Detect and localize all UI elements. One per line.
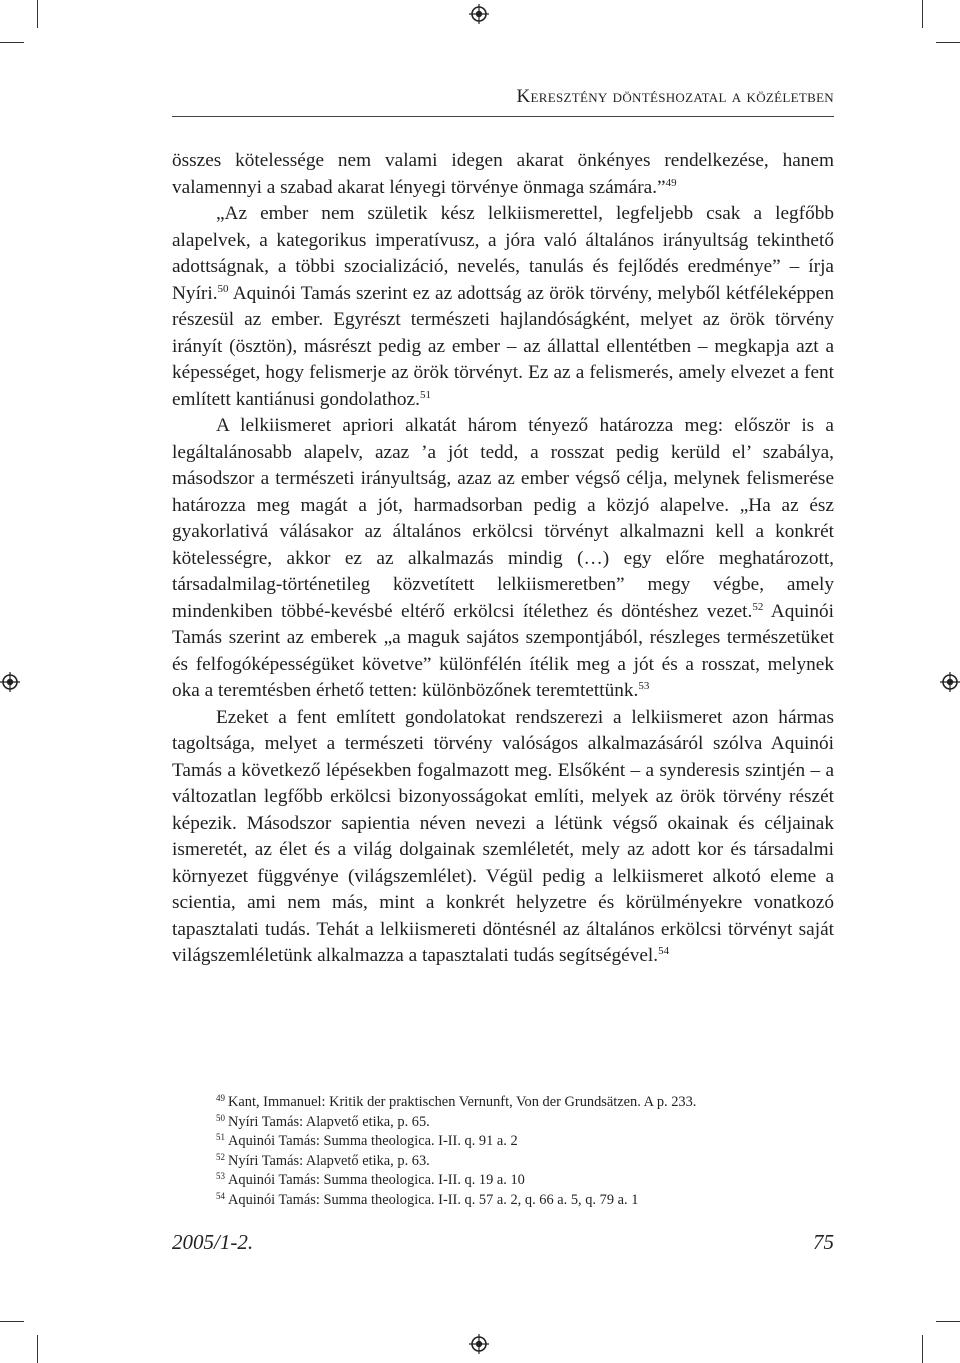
footnote: [216, 1152, 836, 1172]
header-rule: [172, 116, 834, 117]
footnote-reference: 52: [752, 600, 764, 613]
paragraph-text: összes kötelessége nem valami idegen akarat önkényes rendelkezése, hanem valamennyi a szabad akarat lényegi törvénye önmaga számára.”: [172, 150, 834, 198]
footnote-number: 53: [216, 1171, 225, 1181]
crop-mark-top-left-vertical: [37, 0, 38, 28]
issue-number: 2005/1-2.: [172, 1230, 254, 1254]
footnote: [216, 1191, 836, 1211]
paragraph: [172, 413, 834, 705]
crop-mark-bottom-right-vertical: [922, 1335, 923, 1363]
footnote-text: Kant, Immanuel: Kritik der praktischen Vernunft, Von der Grundsätzen. A p. 233.: [228, 1094, 697, 1110]
registration-crosshair-icon: [469, 4, 489, 24]
registration-crosshair-icon: [0, 672, 20, 692]
footnote-reference: 51: [419, 388, 431, 401]
paragraph-text: A lelkiismeret apriori alkatát három tényező határozza meg: először is a legáltalánosabb alapelv, azaz ’a jót tedd, a rosszat pedig kerüld el’ szabálya, másodszor a természeti irányultság, azaz az ember végső célja, melynek felismerése határozza meg magát a jót, harmadsorban pedig a közjó alapelve. „Ha az ész gyakorlativá válásakor az általános erkölcsi törvényt alkalmazni kell a konkrét kötelességre, akkor ez az alkalmazás mindig (…) egy előre meghatározott, társadalmilag-történetileg közvetített lelkiismeretben” megy végbe, amely mindenkiben többé-kevésbé eltérő erkölcsi ítélethez és döntéshez vezet.: [172, 415, 834, 622]
footnote: [216, 1093, 836, 1113]
footnote-reference: 54: [658, 945, 670, 957]
crop-mark-bottom-right-horizontal: [936, 1321, 960, 1322]
page-number: 75: [813, 1230, 834, 1254]
footnote-text: Aquinói Tamás: Summa theologica. I-II. q. 91 a. 2: [228, 1133, 518, 1149]
paragraph: [172, 705, 834, 970]
footnote-number: 52: [216, 1151, 225, 1162]
paragraph-text: Aquinói Tamás szerint az emberek „a maguk sajátos szempontjából, részleges természetüket és felfogóképességüket követve” különfélén ítélik meg a jót és a rosszat, melynek oka a teremtésben érhető tetten: különbözőnek teremtettünk.: [172, 600, 834, 701]
footnote-text: Nyíri Tamás: Alapvető etika, p. 63.: [228, 1152, 430, 1169]
footnote-number: 51: [216, 1132, 225, 1142]
footnote-number: 50: [216, 1112, 225, 1123]
registration-crosshair-icon: [469, 1334, 489, 1354]
crop-mark-bottom-left-vertical: [37, 1335, 38, 1363]
paragraph-text: Aquinói Tamás szerint ez az adottság az örök törvény, melyből kétféleképpen részesül az ember. Egyrészt természeti hajlandóságként, melyet az örök törvény irányít (ösztön), másrészt pedig az ember – az állattal ellentétben – megkapja azt a képességet, hogy felismerje az örök törvényt. Ez az a felismerés, amely elvezet a fent említett kantiánusi gondolathoz.: [172, 282, 834, 410]
running-head: Keresztény döntéshozatal a közéletben: [516, 86, 834, 107]
footnotes: [216, 1093, 836, 1210]
body-text: [172, 148, 834, 970]
footnote-number: 54: [216, 1190, 225, 1201]
footnote-text: Nyíri Tamás: Alapvető etika, p. 65.: [228, 1113, 430, 1130]
footnote: [216, 1132, 836, 1152]
footnote-text: Aquinói Tamás: Summa theologica. I-II. q. 19 a. 10: [228, 1172, 525, 1188]
footnote-reference: 49: [665, 176, 677, 189]
footnote-number: 49: [216, 1093, 225, 1103]
crop-mark-top-right-vertical: [922, 0, 923, 28]
crop-mark-top-left-horizontal: [0, 42, 24, 43]
footnote-reference: 50: [217, 282, 229, 295]
paragraph-text: Ezeket a fent említett gondolatokat rendszerezi a lelkiismeret azon hármas tagoltsága, melyet a természeti törvény valóságos alkalmazásáról szólva Aquinói Tamás a következő lépésekben fogalmazott meg. Elsőként – a synderesis szintjén – a változatlan legfőbb erkölcsi bizonyosságokat említi, melyek az örök törvény részét képezik. Másodszor sapientia néven nevezi a létünk végső okainak és céljainak ismeretét, az élet és a világ dolgainak szemléletét, mely az adott kor és társadalmi környezet függvénye (világszemlélet). Végül pedig a lelkiismeret alkotó eleme a scientia, ami nem más, mint a konkrét helyzetre és körülményekre vonatkozó tapasztalati tudás. Tehát a lelkiismereti döntésnél az általános erkölcsi törvényt saját világszemléletünk alkalmazza a tapasztalati tudás segítségével.: [172, 706, 834, 966]
footnote: [216, 1113, 836, 1133]
paragraph: [172, 148, 834, 201]
crop-mark-bottom-left-horizontal: [0, 1321, 24, 1322]
registration-crosshair-icon: [940, 672, 960, 692]
crop-mark-top-right-horizontal: [936, 42, 960, 43]
footnote-text: Aquinói Tamás: Summa theologica. I-II. q. 57 a. 2, q. 66 a. 5, q. 79 a. 1: [228, 1191, 639, 1208]
paragraph: [172, 201, 834, 413]
paragraph-text: „Az ember nem születik kész lelkiismerettel, legfeljebb csak a legfőbb alapelvek, a kategorikus imperatívusz, a jóra való általános irányultság tekinthető adottságnak, a többi szocializáció, nevelés, tanulás és fejlődés eredménye” – írja Nyíri.: [172, 203, 834, 304]
footnote-reference: 53: [638, 680, 650, 692]
footnote: [216, 1171, 836, 1191]
